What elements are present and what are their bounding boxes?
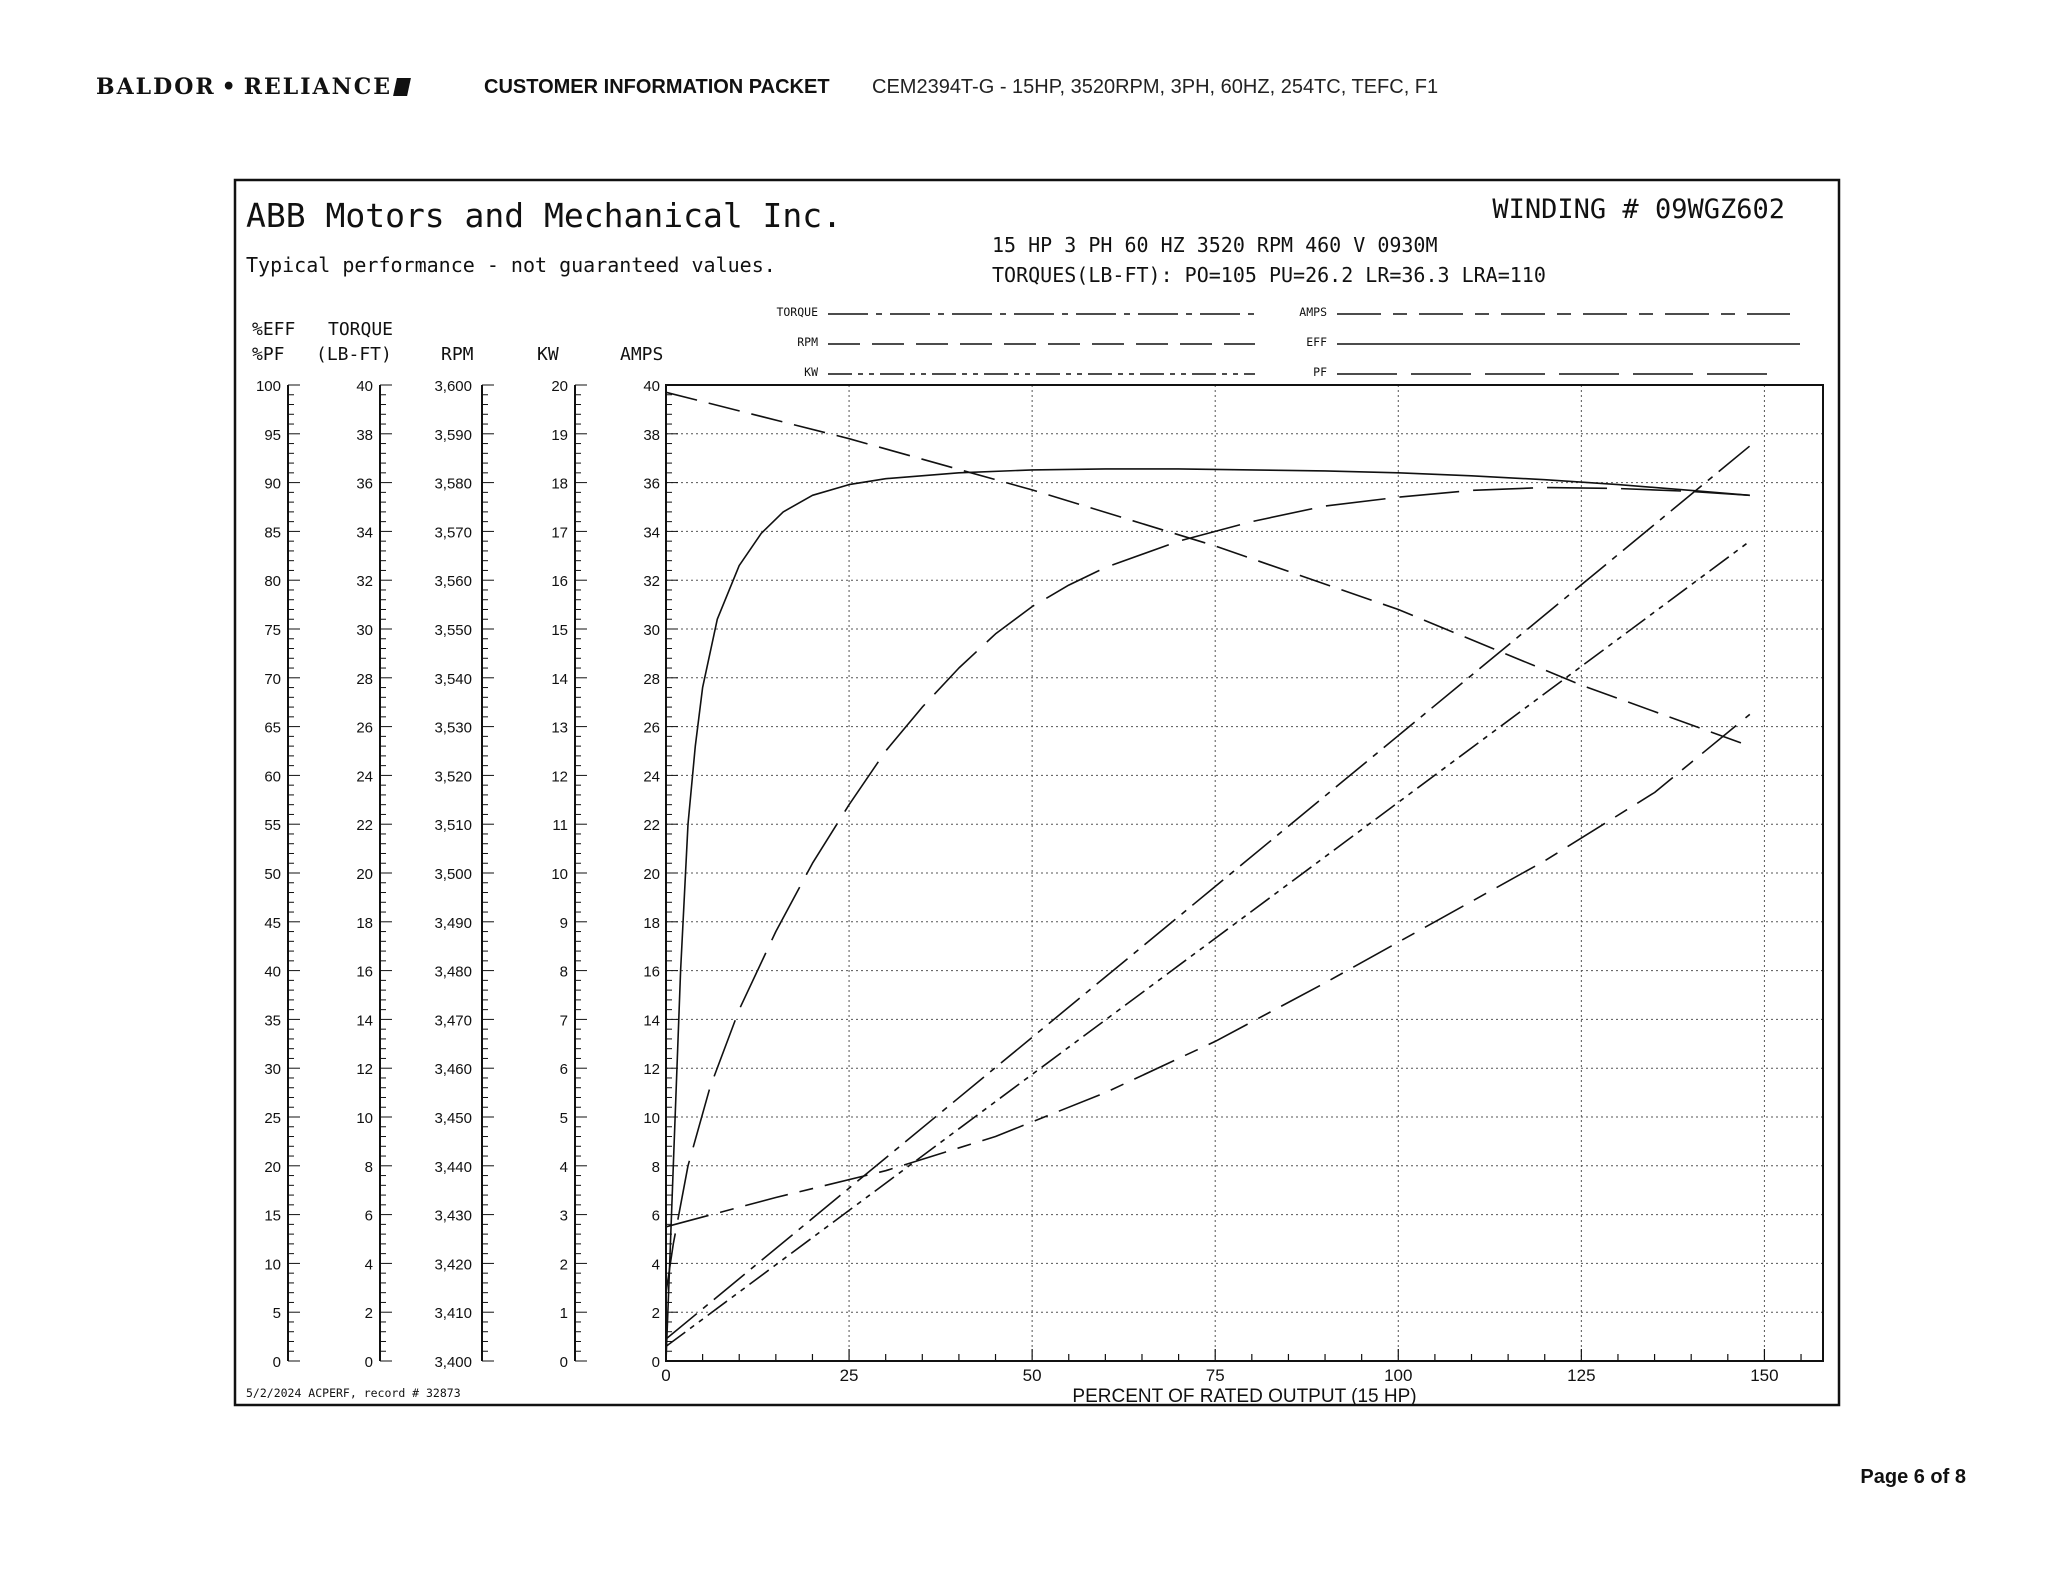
- legend-label-amps: AMPS: [1299, 305, 1327, 319]
- axis-tick-label: 3,470: [434, 1012, 472, 1030]
- axis-tick-label: 14: [643, 1012, 660, 1030]
- axis-tick-label: 34: [356, 524, 373, 542]
- axis-tick-label: 95: [264, 426, 281, 444]
- axis-tick-label: 4: [559, 1158, 568, 1176]
- axis-tick-label: 35: [264, 1012, 281, 1030]
- axis-header: AMPS: [620, 344, 664, 365]
- legend-label-rpm: RPM: [797, 335, 818, 349]
- axis-header-top: %EFF: [252, 319, 296, 340]
- axis-tick-label: 28: [643, 670, 660, 688]
- axis-tick-label: 14: [551, 670, 568, 688]
- x-tick-label: 150: [1750, 1366, 1779, 1385]
- legend-label-kw: KW: [804, 365, 818, 379]
- axis-tick-label: 26: [643, 719, 660, 737]
- brand-reliance: RELIANCE: [243, 74, 393, 100]
- axis-tick-label: 18: [356, 914, 373, 932]
- axis-tick-label: 0: [364, 1354, 373, 1371]
- axis-tick-label: 36: [643, 475, 660, 493]
- axis-tick-label: 11: [552, 817, 568, 835]
- axis-tick-label: 3,560: [434, 573, 472, 591]
- axis-tick-label: 10: [643, 1110, 660, 1127]
- brand-separator: •: [221, 74, 238, 100]
- axis-tick-label: 26: [356, 719, 373, 737]
- winding-number: WINDING # 09WGZ602: [1492, 194, 1785, 225]
- axis-tick-label: 32: [356, 573, 373, 591]
- axis-tick-label: 3,490: [434, 914, 472, 932]
- axis-tick-label: 38: [356, 426, 373, 444]
- axis-tick-label: 3,430: [434, 1207, 472, 1225]
- axis-tick-label: 60: [264, 768, 281, 786]
- axis-tick-label: 40: [643, 378, 660, 395]
- axis-tick-label: 0: [559, 1354, 568, 1371]
- axis-tick-label: 20: [264, 1158, 281, 1176]
- series-eff-line: [666, 469, 1750, 1361]
- axis-tick-label: 1: [559, 1305, 568, 1323]
- axis-tick-label: 80: [264, 573, 281, 591]
- axis-tick-label: 3,480: [434, 963, 472, 981]
- axis-tick-label: 2: [651, 1305, 660, 1323]
- axis-tick-label: 40: [264, 963, 281, 981]
- axis-tick-label: 4: [364, 1256, 373, 1274]
- axis-tick-label: 18: [643, 914, 660, 932]
- axis-header: KW: [537, 344, 559, 365]
- legend-label-pf: PF: [1313, 365, 1327, 379]
- page-number: Page 6 of 8: [1860, 1466, 1966, 1488]
- axis-tick-label: 8: [364, 1158, 373, 1176]
- axis-tick-label: 28: [356, 670, 373, 688]
- axis-tick-label: 90: [264, 475, 281, 493]
- axis-tick-label: 24: [643, 768, 660, 786]
- brand-baldor: BALDOR: [96, 74, 216, 100]
- axis-tick-label: 2: [364, 1305, 373, 1323]
- x-tick-label: 50: [1022, 1366, 1042, 1385]
- axis-tick-label: 45: [264, 914, 281, 932]
- chart-company: ABB Motors and Mechanical Inc.: [246, 196, 843, 235]
- axis-tick-label: 3,400: [434, 1354, 472, 1371]
- packet-title: CUSTOMER INFORMATION PACKET: [484, 76, 830, 98]
- axis-tick-label: 4: [651, 1256, 660, 1274]
- axis-tick-label: 3,450: [434, 1110, 472, 1127]
- axis-tick-label: 20: [356, 866, 373, 883]
- axis-tick-label: 13: [551, 719, 568, 737]
- axis-tick-label: 7: [559, 1012, 568, 1030]
- axis-tick-label: 15: [551, 622, 568, 639]
- axis-tick-label: 24: [356, 768, 373, 786]
- axis-tick-label: 3: [559, 1207, 568, 1225]
- axis-tick-label: 3,440: [434, 1158, 472, 1176]
- axis-tick-label: 3,410: [434, 1305, 472, 1323]
- axis-tick-label: 19: [551, 426, 568, 444]
- plot-area: [666, 385, 1823, 1361]
- axis-tick-label: 10: [551, 866, 568, 883]
- series-rpm-line: [666, 392, 1750, 746]
- axis-tick-label: 40: [356, 378, 373, 395]
- axis-tick-label: 14: [356, 1012, 373, 1030]
- chart-subtitle: Typical performance - not guaranteed values.: [246, 253, 776, 277]
- axis-tick-label: 6: [559, 1061, 568, 1079]
- x-tick-label: 125: [1567, 1366, 1596, 1385]
- axis-tick-label: 3,500: [434, 866, 472, 883]
- torques-line: TORQUES(LB-FT): PO=105 PU=26.2 LR=36.3 LRA=110: [992, 263, 1546, 287]
- axis-tick-label: 8: [651, 1158, 660, 1176]
- axis-tick-label: 0: [651, 1354, 660, 1371]
- axis-tick-label: 0: [272, 1354, 281, 1371]
- axis-tick-label: 3,570: [434, 524, 472, 542]
- axis-tick-label: 22: [643, 817, 660, 835]
- axis-tick-label: 75: [264, 622, 281, 639]
- axis-tick-label: 32: [643, 573, 660, 591]
- axis-tick-label: 85: [264, 524, 281, 542]
- axis-tick-label: 20: [643, 866, 660, 883]
- axis-tick-label: 50: [264, 866, 281, 883]
- axis-tick-label: 30: [643, 622, 660, 639]
- axis-tick-label: 3,590: [434, 426, 472, 444]
- axis-tick-label: 22: [356, 817, 373, 835]
- axis-tick-label: 16: [643, 963, 660, 981]
- axis-tick-label: 25: [264, 1110, 281, 1127]
- series-pf-line: [666, 488, 1750, 1293]
- x-tick-label: 100: [1384, 1366, 1413, 1385]
- axis-tick-label: 3,520: [434, 768, 472, 786]
- axis-tick-label: 6: [364, 1207, 373, 1225]
- axis-tick-label: 10: [356, 1110, 373, 1127]
- axis-tick-label: 12: [643, 1061, 660, 1079]
- axis-tick-label: 17: [551, 524, 568, 542]
- axis-tick-label: 70: [264, 670, 281, 688]
- axis-tick-label: 20: [551, 378, 568, 395]
- axis-tick-label: 36: [356, 475, 373, 493]
- axis-tick-label: 5: [272, 1305, 281, 1323]
- axis-tick-label: 3,530: [434, 719, 472, 737]
- axis-tick-label: 3,510: [434, 817, 472, 835]
- axis-tick-label: 30: [264, 1061, 281, 1079]
- x-tick-label: 75: [1205, 1366, 1225, 1385]
- model-line: CEM2394T-G - 15HP, 3520RPM, 3PH, 60HZ, 254TC, TEFC, F1: [872, 76, 1439, 98]
- axis-tick-label: 16: [551, 573, 568, 591]
- axis-tick-label: 15: [264, 1207, 281, 1225]
- chart-frame: [235, 180, 1839, 1405]
- x-axis-label: PERCENT OF RATED OUTPUT (15 HP): [1072, 1386, 1417, 1407]
- axis-tick-label: 8: [559, 963, 568, 981]
- axis-header: %PF: [252, 344, 285, 365]
- axis-tick-label: 6: [651, 1207, 660, 1225]
- axis-tick-label: 3,580: [434, 475, 472, 493]
- axis-tick-label: 9: [559, 914, 568, 932]
- legend-label-torque: TORQUE: [776, 305, 818, 319]
- axis-tick-label: 3,600: [434, 378, 472, 395]
- legend-label-eff: EFF: [1306, 335, 1327, 349]
- axis-tick-label: 10: [264, 1256, 281, 1274]
- axis-header: RPM: [441, 344, 474, 365]
- axis-tick-label: 5: [559, 1110, 568, 1127]
- axis-tick-label: 3,420: [434, 1256, 472, 1274]
- axis-tick-label: 34: [643, 524, 660, 542]
- axis-tick-label: 12: [551, 768, 568, 786]
- axis-tick-label: 38: [643, 426, 660, 444]
- axis-tick-label: 2: [559, 1256, 568, 1274]
- axis-tick-label: 55: [264, 817, 281, 835]
- series-kw-line: [666, 541, 1750, 1346]
- record-note: 5/2/2024 ACPERF, record # 32873: [246, 1386, 461, 1400]
- axis-tick-label: 3,550: [434, 622, 472, 639]
- axis-tick-label: 3,460: [434, 1061, 472, 1079]
- x-tick-label: 0: [661, 1366, 671, 1385]
- axis-header-top: TORQUE: [328, 319, 394, 340]
- specs-line: 15 HP 3 PH 60 HZ 3520 RPM 460 V 0930M: [992, 233, 1438, 257]
- axis-tick-label: 3,540: [434, 670, 472, 688]
- axis-header: (LB-FT): [316, 344, 392, 365]
- axis-tick-label: 30: [356, 622, 373, 639]
- axis-tick-label: 18: [551, 475, 568, 493]
- axis-tick-label: 65: [264, 719, 281, 737]
- axis-tick-label: 100: [255, 378, 281, 395]
- x-tick-label: 25: [839, 1366, 859, 1385]
- axis-tick-label: 16: [356, 963, 373, 981]
- axis-tick-label: 12: [356, 1061, 373, 1079]
